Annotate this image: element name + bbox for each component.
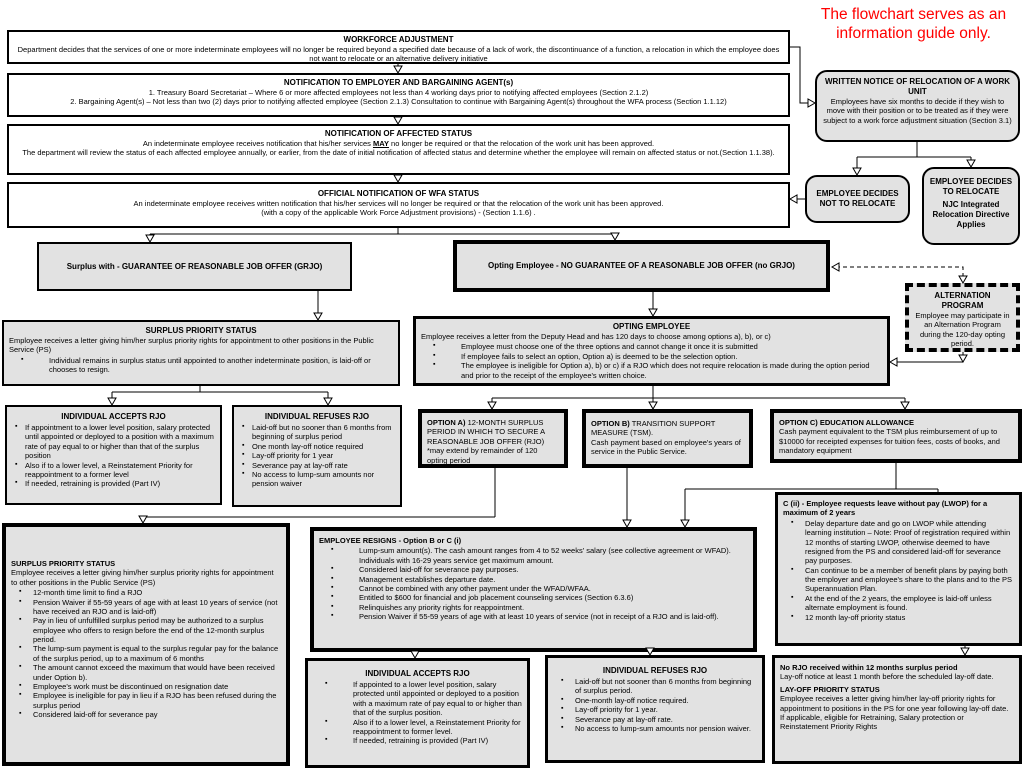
box-official-notification xyxy=(7,182,790,228)
box-title: Surplus with - GUARANTEE OF REASONABLE JOB OFFER (GRJO) xyxy=(66,261,323,271)
list-item: ▪ Pension Waiver if 55-59 years of age with at least 10 years of service (not in receipt of a RJO and is laid-off). xyxy=(319,612,748,621)
box-grjo xyxy=(37,242,352,291)
list-item: ▪ Laid-off but no sooner than 6 months from beginning of surplus period xyxy=(239,423,395,442)
list-item: ▪ Pay in lieu of unfulfilled surplus period may be authorized to a surplus employee who offers to resign before the end of the 12-month surplus period. xyxy=(11,616,281,644)
box-title: INDIVIDUAL REFUSES RJO xyxy=(602,666,708,675)
list-item: ▪ 12 month lay-off priority status xyxy=(783,613,1014,622)
list-item: ▪ Severance pay at lay-off rate. xyxy=(553,715,757,724)
box-line3: If applicable, eligible for Retraining, Salary protection or Reinstatement Priority Rights xyxy=(780,712,964,732)
may-emphasis: MAY xyxy=(372,139,389,148)
box-title: EMPLOYEE RESIGNS - Option B or C (i) xyxy=(319,536,462,545)
list-item: ▪ Pension Waiver if 55-59 years of age with at least 10 years of service (not have received an RJO and is laid-off) xyxy=(11,598,281,617)
bullet-list xyxy=(9,356,393,375)
box-title-no-rjo: No RJO received within 12 months surplus period xyxy=(780,663,958,672)
box-decides-not-to-relocate xyxy=(805,175,910,223)
list-item: ▪ The lump-sum payment is equal to the surplus regular pay for the balance of the surplus period, up to a maximum of 6 months xyxy=(11,644,281,663)
box-option-c xyxy=(770,409,1022,463)
box-body: Cash payment based on employee's years of service in the Public Service. xyxy=(591,437,741,457)
box-individual-refuses-rjo-2 xyxy=(545,655,765,763)
list-item: ▪ Can continue to be a member of benefit plans by paying both the employer and employee's share to the plans and to the PS Superannuation Plan. xyxy=(783,566,1014,594)
list-item: ▪ One month lay-off notice required xyxy=(239,442,395,451)
list-item: ▪ Also if to a lower level, a Reinstatement Priority for reappointment to a former level xyxy=(12,461,215,480)
list-item: ▪ Employee must choose one of the three options and cannot change it once it is submitted xyxy=(421,342,882,351)
box-no-rjo-layoff-priority xyxy=(772,655,1022,764)
box-no-grjo xyxy=(453,240,830,292)
box-body: Employee may participate in an Alternation Program during the 120-day opting period. xyxy=(915,311,1010,349)
box-title: C (ii) - Employee requests leave without pay (LWOP) for a maximum of 2 years xyxy=(783,499,988,518)
list-item: ▪ If needed, retraining is provided (Part IV) xyxy=(12,479,215,488)
bullet-list xyxy=(313,680,522,746)
box-alternation-program xyxy=(905,283,1020,352)
box-decides-to-relocate xyxy=(922,167,1020,245)
list-item: ▪ Lay-off priority for 1 year. xyxy=(553,705,757,714)
box-individual-accepts-rjo-2 xyxy=(305,658,530,768)
bullet-list xyxy=(12,423,215,489)
list-item: ▪ Severance pay at lay-off rate xyxy=(239,461,395,470)
bullet-list xyxy=(319,546,748,621)
list-item: ▪ If needed, retraining is provided (Part IV) xyxy=(313,736,522,745)
box-body: Department decides that the services of one or more indeterminate employees will no longer be required beyond a specified date because of a lack of work, the discontinuance of a function, a relocation in which the employee does not want to relocate or an alternative delivery initiative xyxy=(17,45,780,64)
list-item: ▪ If appointed to a lower level position, salary protected until appointed or deployed to a position with a maximum rate of pay equal to or higher than that of the surplus position. xyxy=(313,680,522,718)
box-title: OFFICIAL NOTIFICATION OF WFA STATUS xyxy=(317,189,480,198)
list-item: ▪ The employee is ineligible for Option a), b) or c) if a RJO which does not require relocation is made during the option period and prior to the receipt of the employee's written choice. xyxy=(421,361,882,380)
box-line1: An indeterminate employee receives written notification that his/her services will no longer be required or that the relocation of the work unit has been approved. xyxy=(133,199,664,208)
box-notification-agents xyxy=(7,73,790,117)
box-surplus-priority-status-1 xyxy=(2,320,400,386)
list-item: ▪ Employee's work must be discontinued on resignation date xyxy=(11,682,281,691)
list-item: ▪ Entitled to $600 for financial and job placement counseling services (Section 6.3.6) xyxy=(319,593,748,602)
list-item: ▪ If appointment to a lower level position, salary protected until appointed or deployed to a position with a maximum rate of pay equal to or higher than that of the surplus position xyxy=(12,423,215,461)
box-text: OPTION A) 12-MONTH SURPLUS PERIOD IN WHICH TO SECURE A REASONABLE JOB OFFER (RJO) xyxy=(427,418,545,446)
box-title: Opting Employee - NO GUARANTEE OF A REASONABLE JOB OFFER (no GRJO) xyxy=(488,261,795,270)
box-c-ii-lwop xyxy=(775,492,1022,646)
box-option-b xyxy=(582,409,753,468)
box-title: INDIVIDUAL REFUSES RJO xyxy=(264,412,370,421)
box-title: WORKFORCE ADJUSTMENT xyxy=(343,35,454,44)
box-title: EMPLOYEE DECIDES TO RELOCATE xyxy=(929,177,1013,196)
box-title: NOTIFICATION TO EMPLOYER AND BARGAINING AGENT(s) xyxy=(283,78,514,87)
list-item: ▪ 12-month time limit to find a RJO xyxy=(11,588,281,597)
box-title: ALTERNATION PROGRAM xyxy=(934,291,991,310)
box-workforce-adjustment xyxy=(7,30,790,64)
box-title: NOTIFICATION OF AFFECTED STATUS xyxy=(324,129,473,138)
bullet-list xyxy=(11,588,281,719)
list-item: ▪ Delay departure date and go on LWOP while attending learning institution – Note: Proof of registration required within 12 months of starting LWOP, otherwise deemed to have resigned from the PS and considered laid-off for severance pay purposes. xyxy=(783,519,1014,566)
box-subtext: NJC Integrated Relocation Directive Applies xyxy=(932,200,1010,229)
bullet-list xyxy=(421,342,882,380)
box-title: OPTION C) EDUCATION ALLOWANCE xyxy=(779,418,914,427)
list-item: ▪ Considered laid-off for severance pay xyxy=(11,710,281,719)
box-text: OPTION B) TRANSITION SUPPORT MEASURE (TSM). xyxy=(591,419,716,438)
list-item: ▪ At the end of the 2 years, the employee is laid-off unless alternate employment is found. xyxy=(783,594,1014,613)
list-item: ▪ Individual remains in surplus status until appointed to another indeterminate position, is laid-off or chooses to resign. xyxy=(9,356,393,375)
box-title: EMPLOYEE DECIDES NOT TO RELOCATE xyxy=(816,189,899,208)
list-item: ▪ Management establishes departure date. xyxy=(319,575,748,584)
box-line2: Employee receives a letter giving him/her lay-off priority rights for appointment to positions in the PS for one year following lay-off date. xyxy=(780,694,1009,713)
list-item: ▪ No access to lump-sum amounts nor pension waiver xyxy=(239,470,395,489)
box-individual-refuses-rjo-1 xyxy=(232,405,402,507)
box-opting-employee xyxy=(413,316,890,386)
box-line2: 2. Bargaining Agent(s) – Not less than two (2) days prior to notifying affected employee (Section 2.1.3) Consultation to continue with Bargaining Agent(s) throughout the WFA process (Section 1.1.12) xyxy=(70,97,727,107)
list-item: ▪ One-month lay-off notice required. xyxy=(553,696,757,705)
list-item: ▪ If employee fails to select an option, Option a) is deemed to be the selection option. xyxy=(421,352,882,361)
bullet-list xyxy=(553,677,757,733)
box-written-notice-relocation xyxy=(815,70,1020,142)
list-item: ▪ Relinquishes any priority rights for reappointment. xyxy=(319,603,748,612)
list-item: ▪ No access to lump-sum amounts nor pension waiver. xyxy=(553,724,757,733)
box-line2: (with a copy of the applicable Work Force Adjustment provisions) - (Section 1.1.6) . xyxy=(261,208,536,218)
box-employee-resigns xyxy=(310,527,757,652)
list-item: ▪ Lay-off priority for 1 year xyxy=(239,451,395,460)
box-affected-status xyxy=(7,124,790,175)
list-item: ▪ The amount cannot exceed the maximum that would have been received under Option b). xyxy=(11,663,281,682)
box-line2: The department will review the status of each affected employee annually, or earlier, from the date of initial notification of affected status and determine whether the employee will remain on affected status or not.(Section 1.1.38). xyxy=(22,148,775,158)
list-item: ▪ Laid-off but not sooner than 6 months from beginning of surplus period. xyxy=(553,677,757,696)
box-body: Cash payment equivalent to the TSM plus reimbursement of up to $10000 for receipted expenses for tuition fees, costs of books, and mandatory equipment xyxy=(779,427,1000,456)
box-intro: Employee receives a letter from the Deputy Head and has 120 days to choose among options a), b), or c) xyxy=(421,332,771,341)
box-individual-accepts-rjo-1 xyxy=(5,405,222,505)
box-line1: An indeterminate employee receives notification that his/her services MAY no longer be required or that the relocation of the work unit has been approved. xyxy=(142,139,655,148)
bullet-list xyxy=(239,423,395,489)
box-option-a xyxy=(418,409,568,468)
box-surplus-priority-status-2 xyxy=(2,523,290,766)
list-item: ▪ Considered laid-off for severance pay purposes. xyxy=(319,565,748,574)
box-title: INDIVIDUAL ACCEPTS RJO xyxy=(365,669,470,678)
box-line1: Lay-off notice at least 1 month before the scheduled lay-off date. xyxy=(780,672,994,682)
box-title-layoff: LAY-OFF PRIORITY STATUS xyxy=(780,684,880,694)
disclaimer-note: The flowchart serves as an information guide only. xyxy=(820,6,1007,43)
box-line1: 1. Treasury Board Secretariat – Where 6 or more affected employees not less than 4 working days prior to notifying affected employees (Section 2.1.2) xyxy=(148,88,649,97)
box-title: WRITTEN NOTICE OF RELOCATION OF A WORK UNIT xyxy=(824,77,1011,96)
box-title: SURPLUS PRIORITY STATUS xyxy=(11,559,116,568)
list-item: ▪ Also if to a lower level, a Reinstatement Priority for reappointment to former level. xyxy=(313,718,522,737)
box-body: Employees have six months to decide if they wish to move with their position or to be treated as if they were subject to a work force adjustment situation (Section 3.1) xyxy=(823,97,1012,125)
box-title: INDIVIDUAL ACCEPTS RJO xyxy=(61,412,166,421)
box-note: *may extend by remainder of 120 opting period xyxy=(427,446,538,465)
bullet-list xyxy=(783,519,1014,622)
box-intro: Employee receives a letter giving him/her surplus priority rights for appointment to other positions in the Public Service (PS) xyxy=(11,568,274,587)
list-item: ▪ Lump-sum amount(s). The cash amount ranges from 4 to 52 weeks' salary (see collective agreement or WFAD). Individuals with 16-29 years service get maximum amount. xyxy=(319,546,748,565)
box-intro: Employee receives a letter giving him/her surplus priority rights for appointment to other positions in the Public Service (PS) xyxy=(9,336,374,355)
box-title: OPTING EMPLOYEE xyxy=(612,322,691,331)
box-title: SURPLUS PRIORITY STATUS xyxy=(145,326,257,335)
list-item: ▪ Employee is ineligible for pay in lieu if a RJO has been refused during the surplus period xyxy=(11,691,281,710)
list-item: ▪ Cannot be combined with any other payment under the WFAD/WFAA. xyxy=(319,584,748,593)
